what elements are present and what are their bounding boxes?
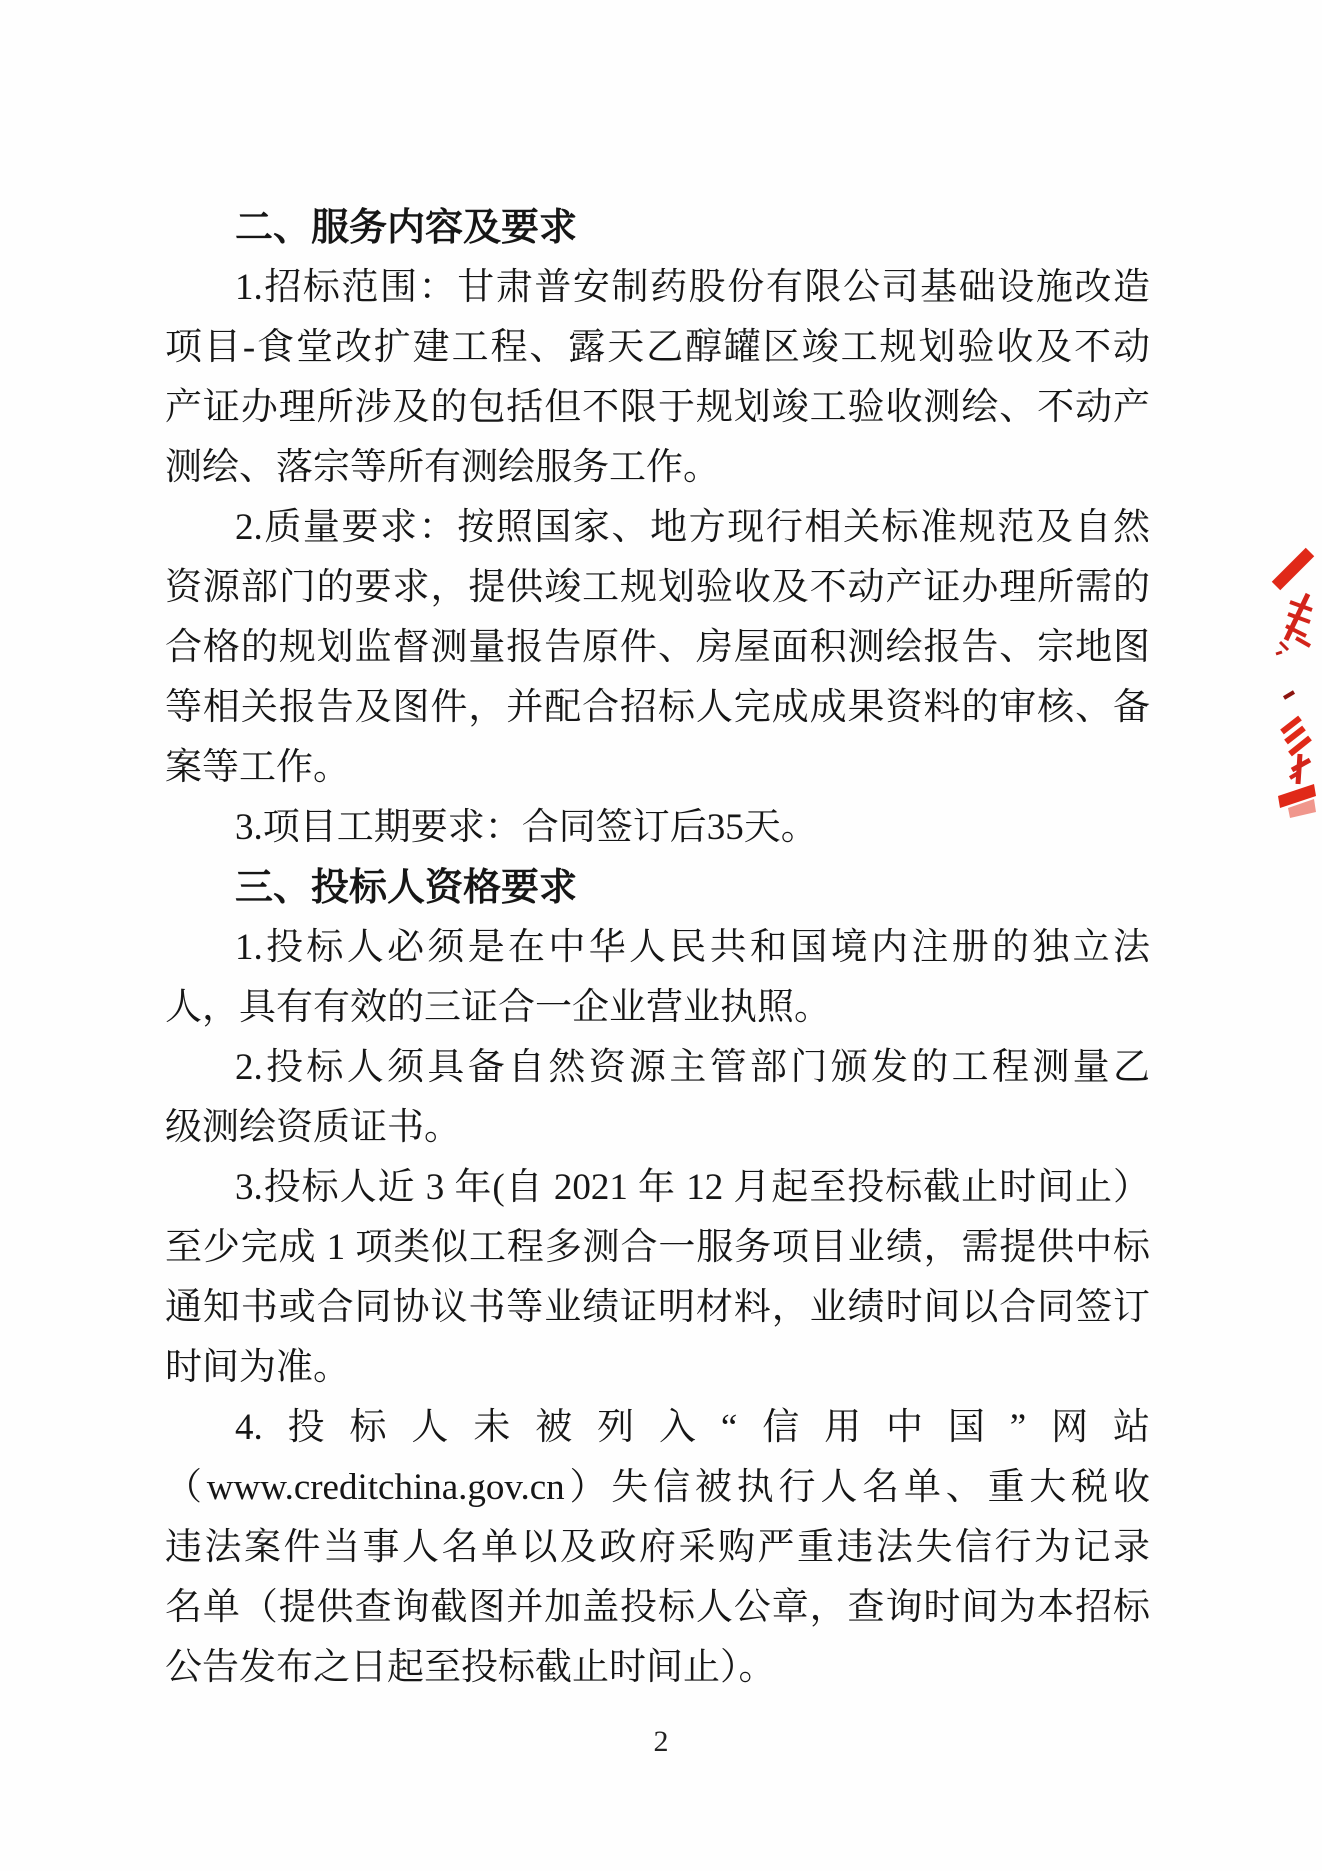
text-line: 公告发布之日起至投标截止时间止）。 [165, 1647, 776, 1688]
text-line: 产证办理所涉及的包括但不限于规划竣工验收测绘、不动产 [165, 387, 1150, 428]
text-line: 案等工作。 [165, 747, 350, 788]
text-line: 3.项目工期要求：合同签订后35天。 [235, 807, 818, 848]
text-line: 项目-食堂改扩建工程、露天乙醇罐区竣工规划验收及不动 [165, 327, 1150, 368]
document-body [165, 198, 1150, 1698]
text-line: 级测绘资质证书。 [165, 1107, 461, 1148]
red-seal-fragment-icon [1266, 542, 1320, 824]
text-line: 资源部门的要求，提供竣工规划验收及不动产证办理所需的 [165, 567, 1150, 608]
section-3-heading: 三、投标人资格要求 [235, 867, 578, 909]
text-line: 1.投标人必须是在中华人民共和国境内注册的独立法 [235, 927, 1150, 968]
text-line: 4.投标人未被列入“信用中国”网站 [235, 1407, 1150, 1448]
text-line: （www.creditchina.gov.cn）失信被执行人名单、重大税收 [165, 1467, 1150, 1508]
text-line: 名单（提供查询截图并加盖投标人公章，查询时间为本招标 [165, 1587, 1150, 1628]
page-number: 2 [653, 1725, 669, 1758]
text-line: 通知书或合同协议书等业绩证明材料，业绩时间以合同签订 [165, 1287, 1150, 1328]
red-seal-fragment-clip [1266, 542, 1320, 824]
section-2-heading: 二、服务内容及要求 [235, 207, 578, 249]
text-line: 人，具有有效的三证合一企业营业执照。 [165, 987, 831, 1028]
text-line: 合格的规划监督测量报告原件、房屋面积测绘报告、宗地图 [165, 627, 1150, 668]
text-line: 3.投标人近 3 年(自 2021 年 12 月起至投标截止时间止） [235, 1167, 1150, 1208]
text-line: 2.质量要求：按照国家、地方现行相关标准规范及自然 [235, 507, 1150, 548]
text-line: 2.投标人须具备自然资源主管部门颁发的工程测量乙 [235, 1047, 1150, 1088]
text-line: 时间为准。 [165, 1347, 350, 1388]
text-line: 等相关报告及图件，并配合招标人完成成果资料的审核、备 [165, 687, 1150, 728]
text-line: 1.招标范围：甘肃普安制药股份有限公司基础设施改造 [235, 267, 1150, 308]
text-line: 违法案件当事人名单以及政府采购严重违法失信行为记录 [165, 1527, 1150, 1568]
text-line: 至少完成 1 项类似工程多测合一服务项目业绩，需提供中标 [165, 1227, 1150, 1268]
text-line: 测绘、落宗等所有测绘服务工作。 [165, 447, 720, 488]
